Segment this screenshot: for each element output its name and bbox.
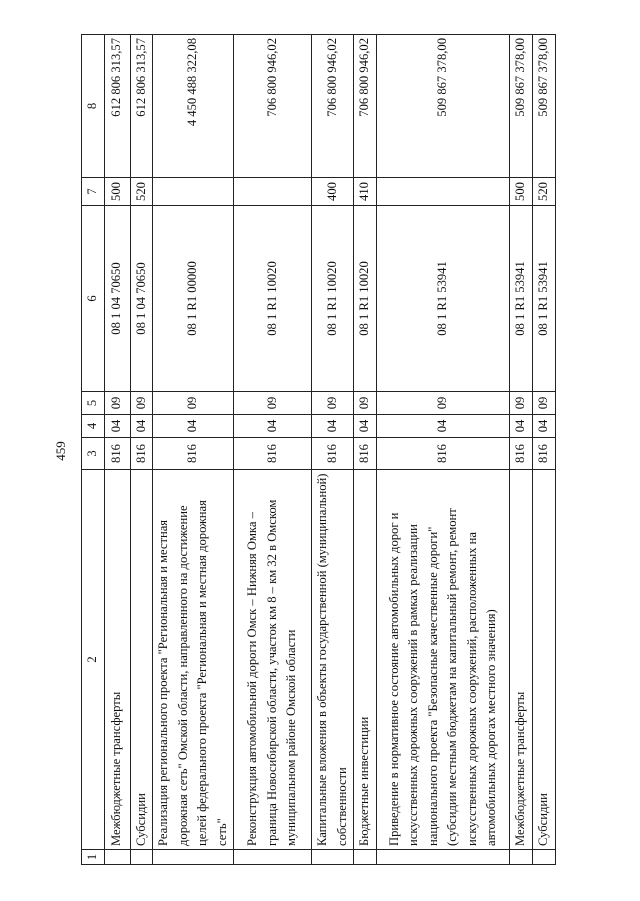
section-code: 04 xyxy=(312,415,354,438)
subsection-code: 09 xyxy=(104,392,130,415)
amount: 612 806 313,57 xyxy=(104,35,130,178)
expense-type-code: 500 xyxy=(510,178,533,206)
target-article-code: 08 1 R1 53941 xyxy=(510,206,533,392)
item-name: Капитальные вложения в объекты государственной (муниципальной) собственности xyxy=(312,470,354,850)
ministry-code: 816 xyxy=(153,438,234,470)
amount: 4 450 488 322,08 xyxy=(153,35,234,178)
expense-type-code: 500 xyxy=(104,178,130,206)
table-row xyxy=(533,35,556,865)
table-row xyxy=(377,35,510,865)
expense-type-code: 400 xyxy=(312,178,354,206)
header-row xyxy=(82,35,105,865)
blank-cell xyxy=(234,850,312,865)
item-name: Реконструкция автомобильной дороги Омск – Нижняя Омка – граница Новосибирской области, участок км 8 – км 32 в Омском муниципальном районе Омской области xyxy=(234,470,312,850)
table-row xyxy=(354,35,377,865)
subsection-code: 09 xyxy=(234,392,312,415)
page-number: 459 xyxy=(53,441,68,461)
header-cell: 7 xyxy=(82,178,105,206)
amount: 509 867 378,00 xyxy=(510,35,533,178)
section-code: 04 xyxy=(130,415,153,438)
header-cell: 5 xyxy=(82,392,105,415)
item-name: Приведение в нормативное состояние автомобильных дорог и искусственных дорожных сооружений в рамках реализации национального проекта "Безопасные качественные дороги" (субсидии местным бюджетам на капитальный ремонт, ремонт искусственных дорожных сооружений, расположенных на автомобильных дорогах местного значения) xyxy=(377,470,510,850)
header-cell: 4 xyxy=(82,415,105,438)
target-article-code: 08 1 04 70650 xyxy=(104,206,130,392)
target-article-code: 08 1 R1 00000 xyxy=(153,206,234,392)
ministry-code: 816 xyxy=(510,438,533,470)
target-article-code: 08 1 R1 10020 xyxy=(312,206,354,392)
ministry-code: 816 xyxy=(377,438,510,470)
target-article-code: 08 1 R1 10020 xyxy=(354,206,377,392)
blank-cell xyxy=(510,850,533,865)
expense-type-code: 520 xyxy=(533,178,556,206)
amount: 509 867 378,00 xyxy=(377,35,510,178)
ministry-code: 816 xyxy=(130,438,153,470)
expense-type-code xyxy=(234,178,312,206)
table-row xyxy=(312,35,354,865)
subsection-code: 09 xyxy=(312,392,354,415)
subsection-code: 09 xyxy=(130,392,153,415)
blank-cell xyxy=(377,850,510,865)
table-row xyxy=(510,35,533,865)
header-cell: 8 xyxy=(82,35,105,178)
header-cell: 2 xyxy=(82,470,105,850)
amount: 706 800 946,02 xyxy=(234,35,312,178)
section-code: 04 xyxy=(533,415,556,438)
section-code: 04 xyxy=(153,415,234,438)
header-cell: 3 xyxy=(82,438,105,470)
table-row xyxy=(234,35,312,865)
section-code: 04 xyxy=(354,415,377,438)
subsection-code: 09 xyxy=(153,392,234,415)
header-cell: 6 xyxy=(82,206,105,392)
blank-cell xyxy=(354,850,377,865)
subsection-code: 09 xyxy=(377,392,510,415)
amount: 706 800 946,02 xyxy=(354,35,377,178)
header-cell: 1 xyxy=(82,850,105,865)
target-article-code: 08 1 R1 53941 xyxy=(377,206,510,392)
blank-cell xyxy=(104,850,130,865)
blank-cell xyxy=(312,850,354,865)
expense-type-code xyxy=(153,178,234,206)
target-article-code: 08 1 R1 53941 xyxy=(533,206,556,392)
subsection-code: 09 xyxy=(354,392,377,415)
rotated-table-container xyxy=(81,35,551,865)
ministry-code: 816 xyxy=(104,438,130,470)
budget-table xyxy=(81,34,556,865)
expense-type-code: 410 xyxy=(354,178,377,206)
expense-type-code: 520 xyxy=(130,178,153,206)
blank-cell xyxy=(130,850,153,865)
table-row xyxy=(130,35,153,865)
item-name: Межбюджетные трансферты xyxy=(510,470,533,850)
item-name: Субсидии xyxy=(130,470,153,850)
blank-cell xyxy=(153,850,234,865)
section-code: 04 xyxy=(104,415,130,438)
section-code: 04 xyxy=(234,415,312,438)
ministry-code: 816 xyxy=(234,438,312,470)
target-article-code: 08 1 04 70650 xyxy=(130,206,153,392)
amount: 509 867 378,00 xyxy=(533,35,556,178)
item-name: Межбюджетные трансферты xyxy=(104,470,130,850)
blank-cell xyxy=(533,850,556,865)
item-name: Субсидии xyxy=(533,470,556,850)
item-name: Реализация регионального проекта "Региональная и местная дорожная сеть" Омской области, направленного на достижение целей федерального проекта "Региональная и местная дорожная сеть" xyxy=(153,470,234,850)
amount: 706 800 946,02 xyxy=(312,35,354,178)
table-row xyxy=(104,35,130,865)
item-name: Бюджетные инвестиции xyxy=(354,470,377,850)
section-code: 04 xyxy=(377,415,510,438)
subsection-code: 09 xyxy=(510,392,533,415)
target-article-code: 08 1 R1 10020 xyxy=(234,206,312,392)
section-code: 04 xyxy=(510,415,533,438)
subsection-code: 09 xyxy=(533,392,556,415)
amount: 612 806 313,57 xyxy=(130,35,153,178)
table-row xyxy=(153,35,234,865)
expense-type-code xyxy=(377,178,510,206)
ministry-code: 816 xyxy=(354,438,377,470)
ministry-code: 816 xyxy=(312,438,354,470)
ministry-code: 816 xyxy=(533,438,556,470)
